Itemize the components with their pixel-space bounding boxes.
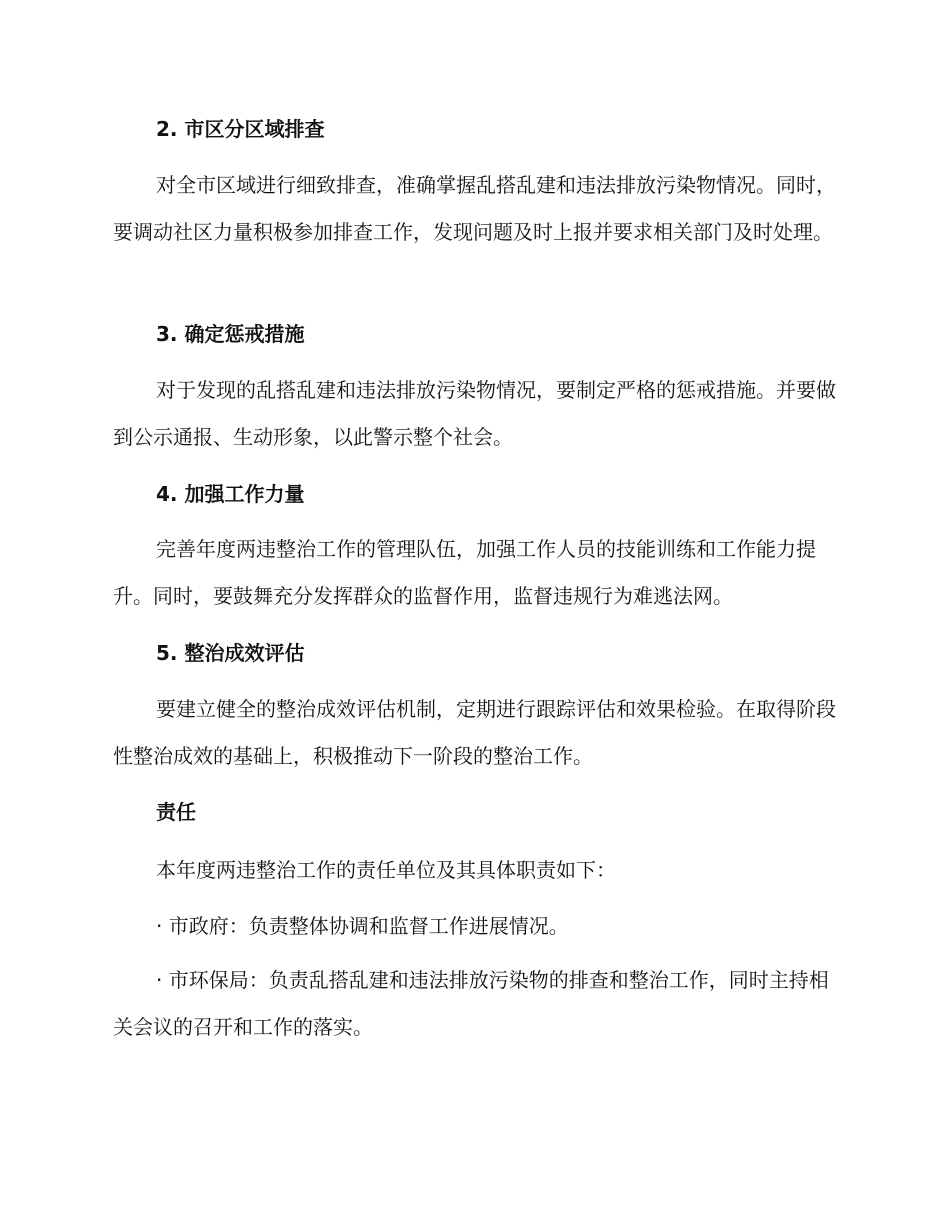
section-body-penalty-measures: 对于发现的乱搭乱建和违法排放污染物情况，要制定严格的惩戒措施。并要做到公示通报、生动形象，以此警示整个社会。 <box>113 378 836 449</box>
section-heading-workforce: 4. 加强工作力量 <box>156 482 305 506</box>
section-heading-district-inspection: 2. 市区分区域排查 <box>156 117 325 141</box>
section-heading-effect-evaluation: 5. 整治成效评估 <box>156 641 305 665</box>
section-heading-penalty-measures: 3. 确定惩戒措施 <box>156 322 305 346</box>
responsibility-item-environmental-bureau: · 市环保局：负责乱搭乱建和违法排放污染物的排查和整治工作，同时主持相关会议的召开和工作的落实。 <box>113 968 829 1039</box>
section-body-effect-evaluation: 要建立健全的整治成效评估机制，定期进行跟踪评估和效果检验。在取得阶段性整治成效的基础上，积极推动下一阶段的整治工作。 <box>113 697 836 768</box>
responsibility-intro: 本年度两违整治工作的责任单位及其具体职责如下： <box>156 858 616 882</box>
section-body-workforce: 完善年度两违整治工作的管理队伍，加强工作人员的技能训练和工作能力提升。同时，要鼓舞充分发挥群众的监督作用，监督违规行为难逃法网。 <box>113 537 816 608</box>
section-body-district-inspection: 对全市区域进行细致排查，准确掌握乱搭乱建和违法排放污染物情况。同时，要调动社区力量积极参加排查工作，发现问题及时上报并要求相关部门及时处理。 <box>113 173 836 244</box>
responsibility-heading: 责任 <box>156 800 196 824</box>
responsibility-item-city-government: · 市政府：负责整体协调和监督工作进展情况。 <box>156 914 569 938</box>
